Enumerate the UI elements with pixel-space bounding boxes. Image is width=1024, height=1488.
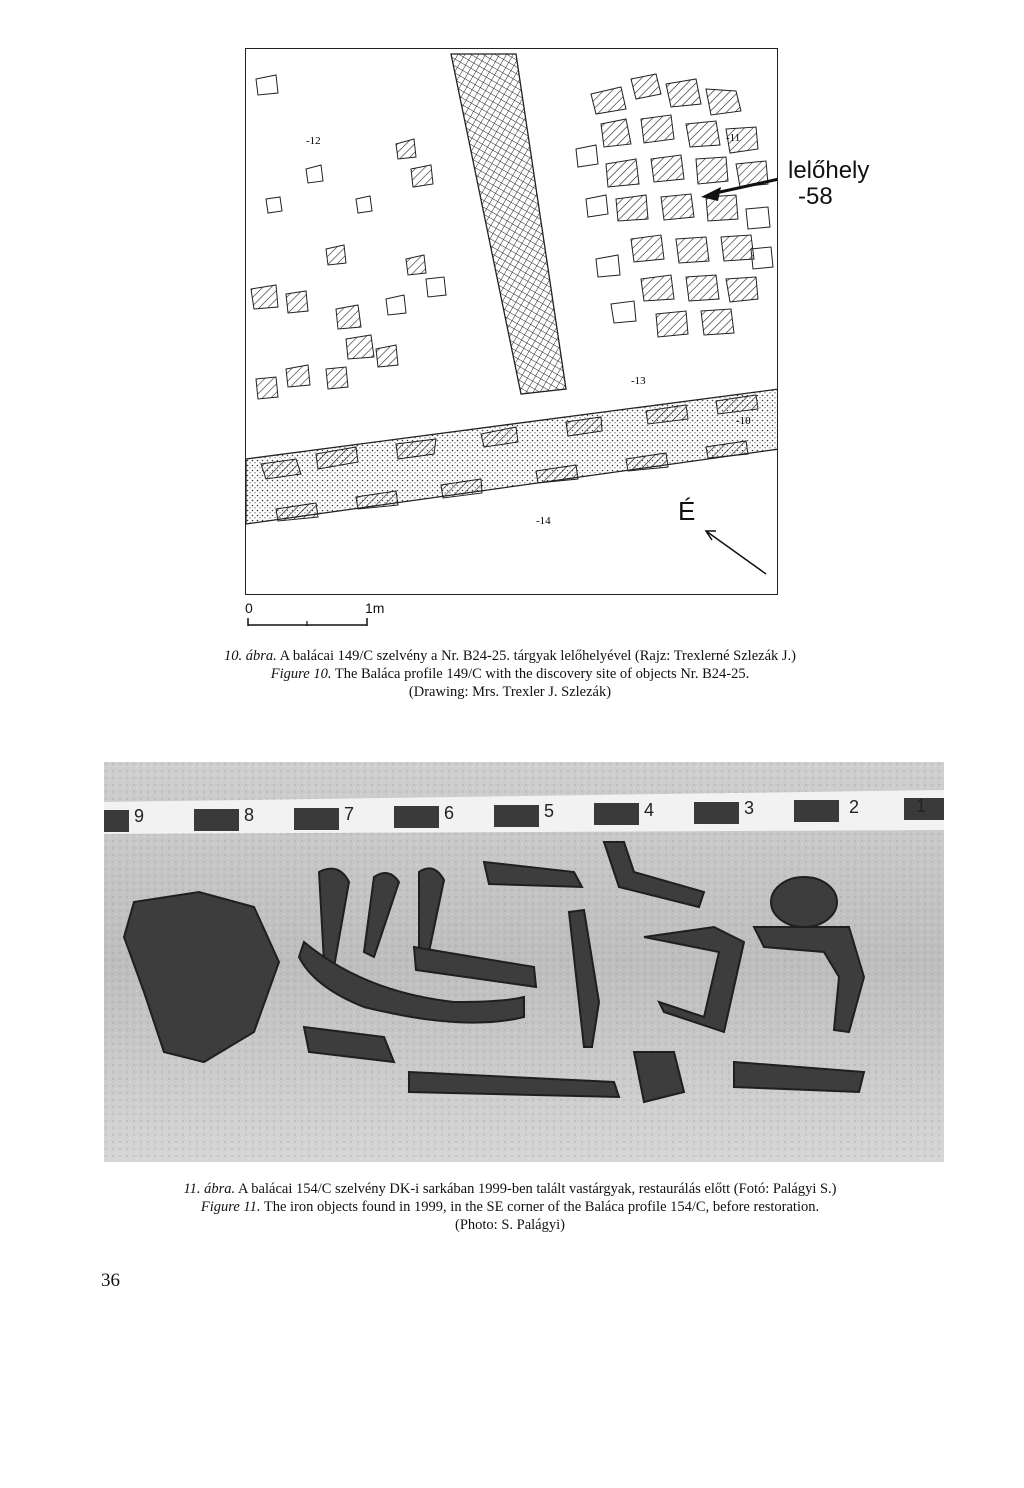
depth-marker-12: -12: [306, 135, 321, 147]
figure-11-caption-hungarian: [120, 1180, 900, 1198]
figure-10-caption-english: [120, 665, 900, 683]
ruler-number-1: 1: [916, 796, 927, 816]
scale-bar-line: [245, 600, 385, 630]
figure-11-number-en: Figure 11.: [200, 1199, 261, 1215]
wall-foundation-north-south: [451, 54, 566, 394]
ruler-number-2: 2: [849, 797, 860, 817]
figure-10-credit-en: (Drawing: Mrs. Trexler J. Szlezák): [408, 684, 612, 700]
figure-11-text-en: The iron objects found in 1999, in the SE corner of the Baláca profile 154/C, before restoration.: [260, 1199, 820, 1215]
figure-10-caption: [120, 647, 900, 701]
ruler-number-8: 8: [244, 805, 255, 825]
figure-11-caption-english: [120, 1198, 900, 1216]
depth-marker-11: -11: [726, 132, 741, 144]
figure-10-caption-hungarian: [120, 647, 900, 665]
figure-10-number-hu: 10. ábra.: [224, 648, 277, 664]
iron-objects-photograph: [104, 762, 944, 1162]
north-label: É: [678, 496, 696, 526]
iron-object-ring: [771, 877, 837, 927]
scale-bar-start-label: 0: [245, 600, 253, 616]
figure-10-text-en: The Baláca profile 149/C with the discovery site of objects Nr. B24-25.: [331, 666, 750, 682]
ruler-number-4: 4: [644, 800, 655, 820]
find-location-label: lelőhely: [788, 157, 870, 184]
ruler-number-6: 6: [444, 803, 455, 823]
figure-11-text-hu: A balácai 154/C szelvény DK-i sarkában 1999-ben talált vastárgyak, restaurálás előtt (Fotó: Palágyi S.): [235, 1181, 837, 1197]
figure-11-caption: [120, 1180, 900, 1234]
scale-bar: [245, 600, 385, 630]
ruler-number-9: 9: [134, 806, 145, 826]
ruler-number-3: 3: [744, 798, 755, 818]
ruler-number-5: 5: [544, 801, 555, 821]
north-arrow-line: [706, 531, 766, 574]
location-pointer-arrowhead: [701, 187, 721, 201]
ruler-number-7: 7: [344, 804, 355, 824]
find-location-depth: -58: [798, 183, 833, 210]
figure-11-credit-en: (Photo: S. Palágyi): [455, 1217, 565, 1233]
depth-marker-13: -13: [631, 375, 646, 387]
figure-10-number-en: Figure 10.: [270, 666, 332, 682]
figure-10-text-hu: A balácai 149/C szelvény a Nr. B24-25. tárgyak lelőhelyével (Rajz: Trexlerné Szlezák J.): [276, 648, 796, 664]
depth-marker-10: -10: [736, 415, 751, 427]
figure-11-number-hu: 11. ábra.: [183, 1181, 236, 1197]
iron-object-chisel: [634, 1052, 684, 1102]
excavation-plan-drawing: [245, 48, 778, 595]
page-number: 36: [101, 1270, 120, 1291]
scale-bar-end-label: 1m: [365, 600, 385, 616]
depth-marker-14: -14: [536, 515, 551, 527]
